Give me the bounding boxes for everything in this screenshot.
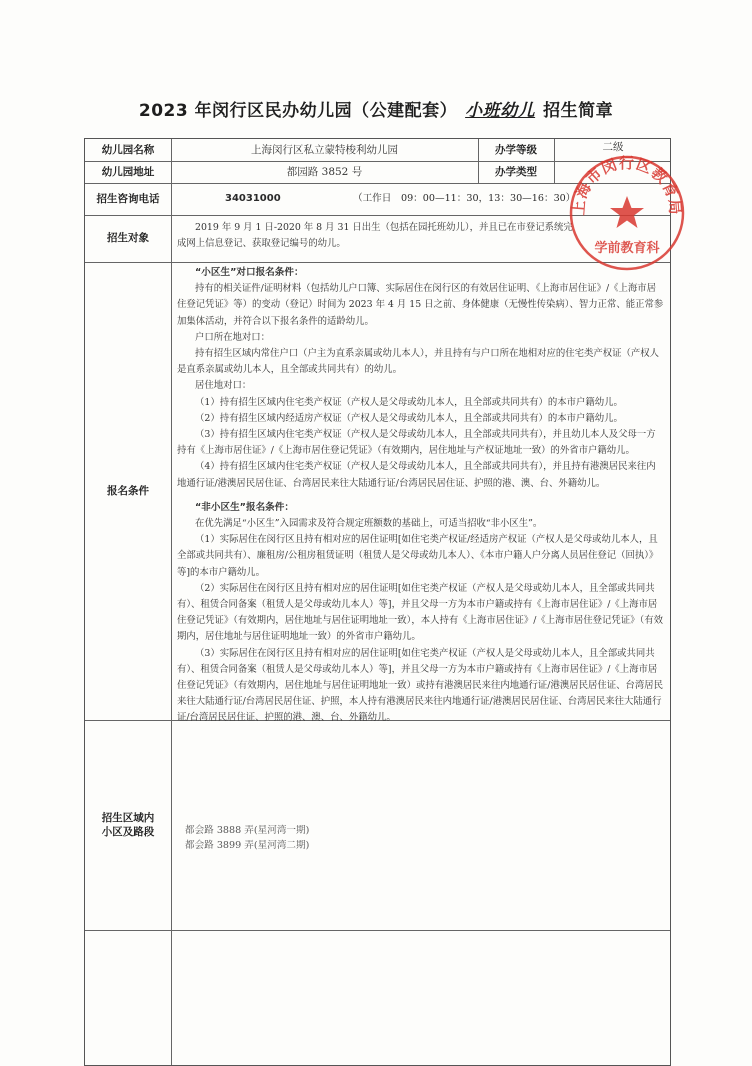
out-district-intro: 在优先满足“小区生”入园需求及符合规定班额数的基础上，可适当招收“非小区生”。 [195,518,543,530]
seal-text-top: 上海市闵行区教育局 [569,154,685,217]
phone-label: 招生咨询电话 [96,192,160,205]
hukou-heading: 户口所在地对口： [195,331,271,343]
in-district-intro: 持有的相关证件/证明材料（包括幼儿户口簿、实际居住在闵行区的有效居住证明、《上海市居住证》/《上海市居住登记凭证》等）的变动（登记）时间为 2023 年 4 月 15 日之前、身体健康（无慢性传染病）、智力正常、能正常参加集体活动，并符合以下报名条件的适龄幼儿。 [177,283,664,327]
out-district-heading: “非小区生”报名条件： [195,501,294,513]
residence-item: （3）持有招生区域内住宅类产权证（产权人是父母或幼儿本人，且全部或共同共有），并且幼儿本人及父母一方持有《上海市居住证》/《上海市居住登记凭证》（有效期内，居住地址与产权证地址一致）的外省市户籍幼儿。 [177,429,656,457]
school-grade-label: 办学等级 [495,143,537,156]
title-class: 小班幼儿 [465,101,536,121]
address-label: 幼儿园地址 [101,165,155,178]
phone-number: 34031000 [225,193,281,205]
kindergarten-name: 上海闵行区私立蒙特梭利幼儿园 [251,143,398,156]
in-district-heading: “小区生”对口报名条件： [195,267,304,278]
target-label: 招生对象 [107,232,149,245]
target-text: 2019 年 9 月 1 日-2020 年 8 月 31 日出生（包括在园托班幼儿），并且已在市登记系统完成网上信息登记、获取登记编号的幼儿。 [177,222,573,250]
official-seal-stamp [566,152,688,274]
area-item: 都会路 3888 弄(星河湾一期) [185,825,310,836]
out-district-item: （3）实际居住在闵行区且持有相对应的居住证明[如住宅类产权证（产权人是父母或幼儿本人，且全部或共同共有）、租赁合同备案（租赁人是父母或幼儿本人）等]，并且父母一方为本市户籍或持有《上海市居住证》/《上海市居住登记凭证》（有效期内，居住地址与居住证明地址一致）或持有港澳居民来往内地通行证/港澳居民居住证、台湾居民来往大陆通行证/台湾居民居住证、护照，本人持有港澳居民来往内地通行证/港澳居民居住证、台湾居民来往大陆通行证/台湾居民居住证、护照的港、澳、台、外籍幼儿。 [177,647,663,724]
enrollment-table [84,138,671,1066]
area-label [85,720,171,930]
title-suffix: 招生简章 [543,101,614,121]
out-district-item: （2）实际居住在闵行区且持有相对应的居住证明[如住宅类产权证（产权人是父母或幼儿本人，且全部或共同共有）、租赁合同备案（租赁人是父母或幼儿本人）等]，并且父母一方为本市户籍或持有《上海市居住证》/《上海市居住登记凭证》（有效期内，居住地址与居住证明地址一致），本人持有《上海市居住证》/《上海市居住登记凭证》（有效期内，居住地址与居住证明地址一致）的外省市户籍幼儿。 [177,582,663,643]
hukou-text: 持有招生区域内常住户口（户主为直系亲属或幼儿本人），并且持有与户口所在地相对应的住宅类产权证（产权人是直系亲属或幼儿本人，且全部或共同共有）的幼儿。 [177,348,660,376]
column-divider [171,139,172,1065]
area-label-line2: 小区及路段 [101,826,155,838]
conditions-label: 报名条件 [107,484,149,497]
seal-star-icon [610,196,644,228]
school-grade: 二级 [602,140,624,153]
out-district-item: （1）实际居住在闵行区且持有相对应的居住证明[如住宅类产权证/经适房产权证（产权人是父母或幼儿本人，且全部或共同共有）、廉租房/公租房租赁证明（租赁人是父母或幼儿本人）、《本市户籍人户分离人员居住登记（回执）》等]的本市户籍幼儿。 [177,534,659,578]
residence-item: （1）持有招生区域内住宅类产权证（产权人是父母或幼儿本人，且全部或共同共有）的本市户籍幼儿。 [195,396,623,408]
area-list [185,823,309,853]
office-hours: （工作日 09：00—11：30，13：30—16：30） [353,192,576,204]
area-item: 都会路 3899 弄(星河湾二期) [185,840,310,851]
address: 都园路 3852 号 [286,165,363,178]
title-prefix: 2023 年闵行区民办幼儿园（公建配套） [138,101,458,121]
area-label-line1: 招生区域内 [101,811,155,824]
page-title [0,96,752,121]
row-divider [85,930,670,931]
seal-text-bottom: 学前教育科 [594,241,660,256]
conditions-text [177,265,665,727]
kindergarten-name-label: 幼儿园名称 [101,143,155,156]
residence-item: （4）持有招生区域内住宅类产权证（产权人是父母或幼儿本人，且全部或共同共有），并且持有港澳居民来往内地通行证/港澳居民居住证、台湾居民来往大陆通行证/台湾居民居住证、护照的港、澳、台、外籍幼儿。 [177,461,656,489]
school-type-label: 办学类型 [495,165,537,178]
residence-heading: 居住地对口： [195,380,252,392]
residence-item: （2）持有招生区域内经适房产权证（产权人是父母或幼儿本人，且全部或共同共有）的本市户籍幼儿。 [195,412,623,424]
